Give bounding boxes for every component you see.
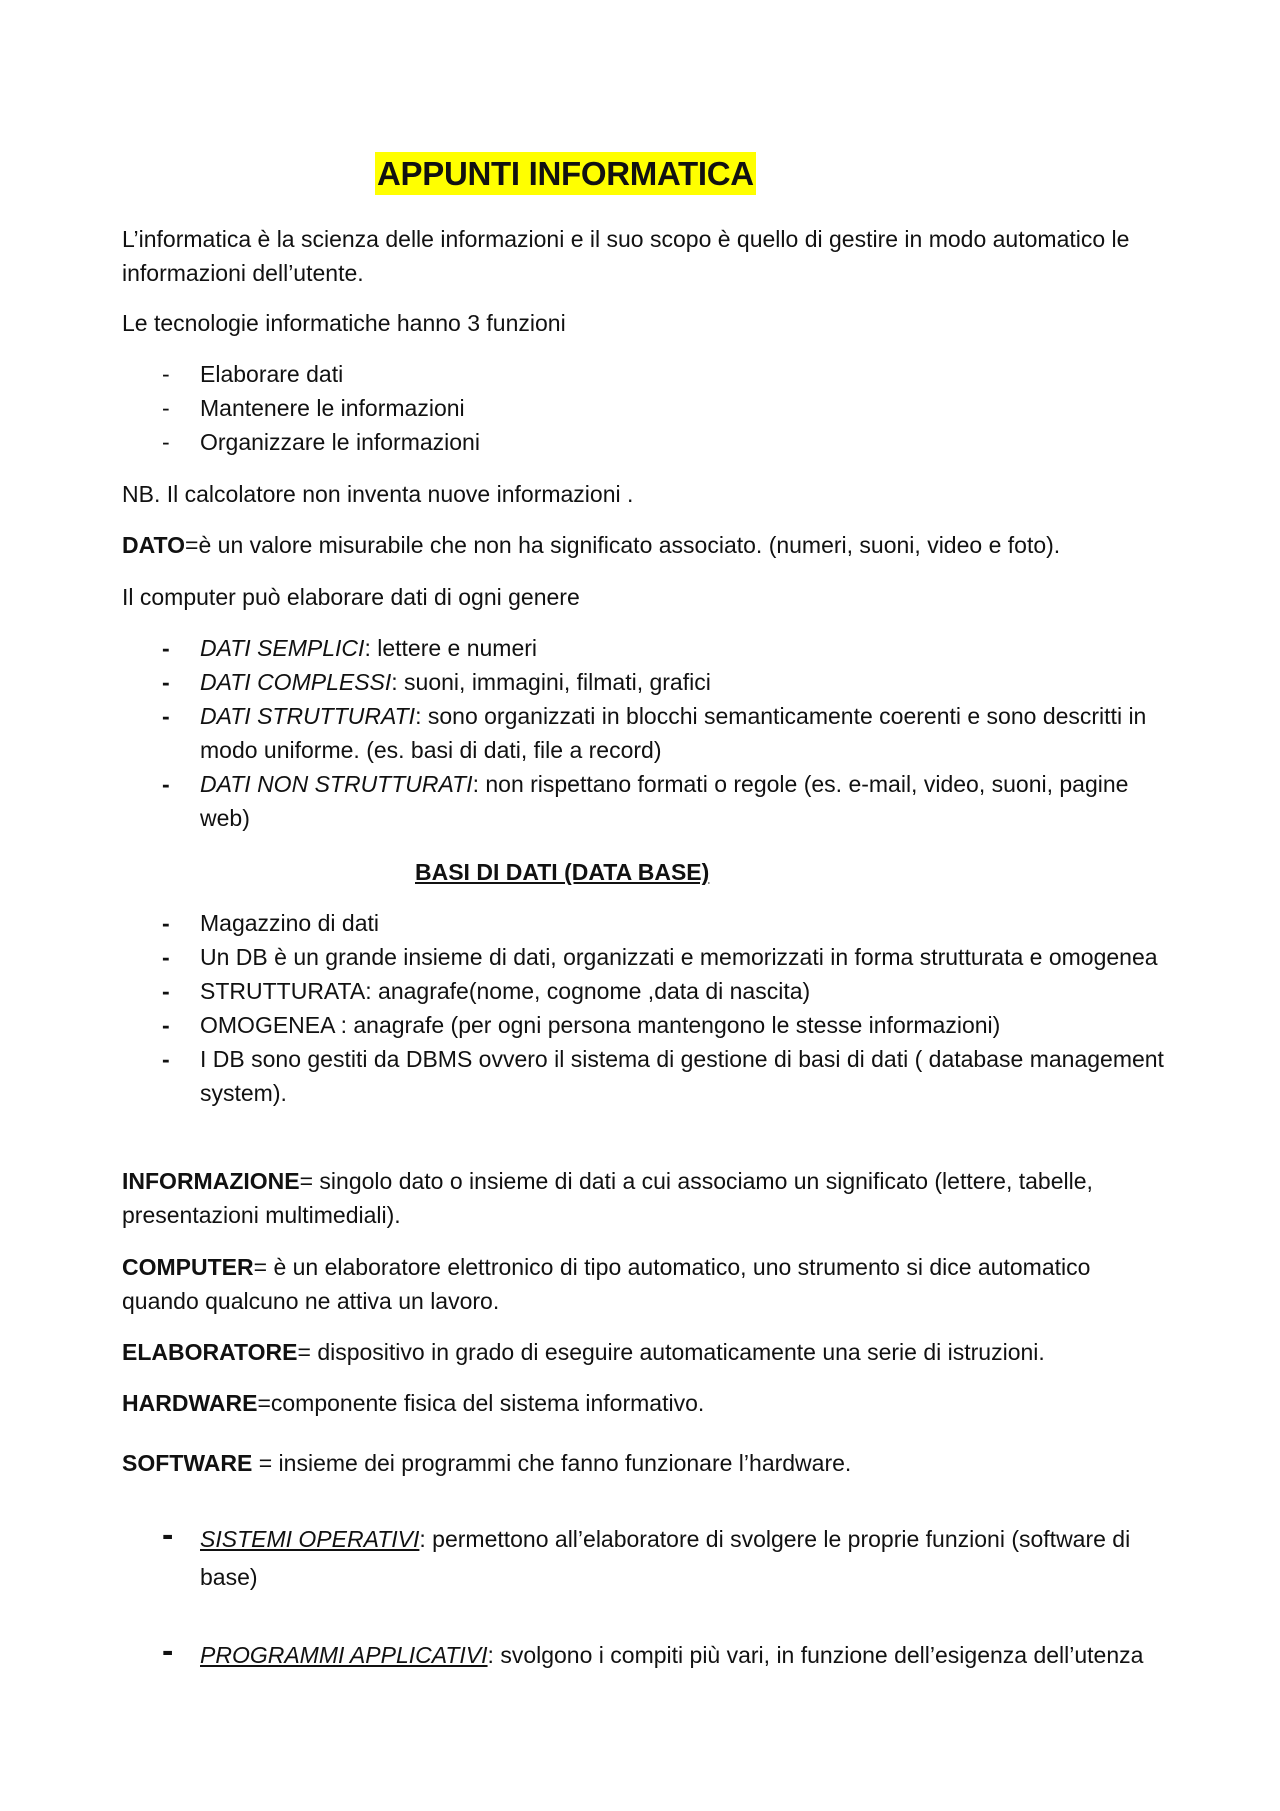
dash-bullet: -	[162, 910, 170, 936]
list-item	[122, 699, 1172, 767]
db-heading: BASI DI DATI (DATA BASE)	[415, 859, 710, 885]
list-item	[122, 665, 1172, 699]
dash-bullet: -	[162, 1046, 170, 1072]
definition-text: = singolo dato o insieme di dati a cui associamo un significato (lettere, tabelle, presentazioni multimediali).	[122, 1168, 1093, 1228]
list-item	[122, 357, 1172, 391]
list-item	[122, 940, 1172, 974]
software-definition	[122, 1446, 1172, 1480]
dash-bullet: -	[162, 361, 170, 387]
dash-bullet: -	[162, 703, 170, 729]
definition-term: HARDWARE	[122, 1390, 258, 1416]
page-title: APPUNTI INFORMATICA	[375, 152, 756, 195]
db-list	[122, 906, 1172, 1110]
list-item	[122, 391, 1172, 425]
software-type-def: : svolgono i compiti più vari, in funzione dell’esigenza dell’utenza	[487, 1642, 1144, 1668]
data-type-def: : sono organizzati in blocchi semanticamente coerenti e sono descritti in modo uniforme. (es. basi di dati, file a record)	[200, 703, 1147, 763]
page-title-wrapper	[375, 156, 756, 192]
dato-definition	[122, 528, 1172, 562]
list-item	[122, 767, 1172, 835]
list-item-text: Magazzino di dati	[200, 910, 379, 936]
definition-term: SOFTWARE	[122, 1450, 253, 1476]
informazione-definition	[122, 1164, 1172, 1232]
intro-paragraph: L’informatica è la scienza delle informazioni e il suo scopo è quello di gestire in modo automatico le informazioni dell’utente.	[122, 226, 1130, 286]
hardware-definition	[122, 1386, 1172, 1420]
dash-bullet: -	[162, 669, 170, 695]
list-item-text: STRUTTURATA: anagrafe(nome, cognome ,data di nascita)	[200, 978, 811, 1004]
list-item	[122, 425, 1172, 459]
dash-bullet: -	[162, 1012, 170, 1038]
list-item-text: Organizzare le informazioni	[200, 429, 480, 455]
software-types-list	[122, 1516, 1172, 1674]
dash-bullet: -	[162, 395, 170, 421]
list-item	[122, 1632, 1172, 1674]
list-item	[122, 1516, 1172, 1596]
dash-bullet: -	[162, 978, 170, 1004]
data-type-term: DATI SEMPLICI	[200, 635, 365, 661]
data-type-term: DATI STRUTTURATI	[200, 703, 416, 729]
dash-bullet: -	[162, 771, 170, 797]
definition-text: = è un elaboratore elettronico di tipo automatico, uno strumento si dice automatico quando qualcuno ne attiva un lavoro.	[122, 1254, 1091, 1314]
functions-heading: Le tecnologie informatiche hanno 3 funzioni	[122, 310, 566, 336]
list-item	[122, 631, 1172, 665]
definition-text: =è un valore misurabile che non ha significato associato. (numeri, suoni, video e foto).	[185, 532, 1061, 558]
data-type-term: DATI COMPLESSI	[200, 669, 392, 695]
definition-text: = insieme dei programmi che fanno funzionare l’hardware.	[252, 1450, 852, 1476]
definition-text: =componente fisica del sistema informativo.	[257, 1390, 705, 1416]
list-item	[122, 974, 1172, 1008]
dash-bullet: -	[162, 1516, 174, 1554]
definition-term: ELABORATORE	[122, 1339, 298, 1365]
data-type-def: : non rispettano formati o regole (es. e-mail, video, suoni, pagine web)	[200, 771, 1129, 831]
computer-types-heading: Il computer può elaborare dati di ogni genere	[122, 584, 580, 610]
definition-text: = dispositivo in grado di eseguire automaticamente una serie di istruzioni.	[297, 1339, 1045, 1365]
definition-term: DATO	[122, 532, 186, 558]
nb-paragraph: NB. Il calcolatore non inventa nuove informazioni .	[122, 481, 634, 507]
data-type-def: : lettere e numeri	[364, 635, 538, 661]
list-item-text: Un DB è un grande insieme di dati, organizzati e memorizzati in forma strutturata e omogenea	[200, 944, 1158, 970]
software-type-term: SISTEMI OPERATIVI	[200, 1526, 420, 1552]
data-type-def: : suoni, immagini, filmati, grafici	[391, 669, 711, 695]
list-item-text: Elaborare dati	[200, 361, 344, 387]
data-type-term: DATI NON STRUTTURATI	[200, 771, 473, 797]
list-item	[122, 906, 1172, 940]
definition-term: INFORMAZIONE	[122, 1168, 300, 1194]
list-item-text: OMOGENEA : anagrafe (per ogni persona mantengono le stesse informazioni)	[200, 1012, 1001, 1038]
definition-term: COMPUTER	[122, 1254, 254, 1280]
list-item	[122, 1008, 1172, 1042]
dash-bullet: -	[162, 1632, 174, 1670]
data-types-list	[122, 631, 1172, 835]
software-type-term: PROGRAMMI APPLICATIVI	[200, 1642, 488, 1668]
list-item-text: I DB sono gestiti da DBMS ovvero il sistema di gestione di basi di dati ( database management system).	[200, 1046, 1164, 1106]
list-item	[122, 1042, 1172, 1110]
dash-bullet: -	[162, 429, 170, 455]
dash-bullet: -	[162, 635, 170, 661]
dash-bullet: -	[162, 944, 170, 970]
list-item-text: Mantenere le informazioni	[200, 395, 465, 421]
elaboratore-definition	[122, 1335, 1172, 1369]
software-type-def: : permettono all’elaboratore di svolgere le proprie funzioni (software di base)	[200, 1526, 1131, 1590]
computer-definition	[122, 1250, 1172, 1318]
functions-list	[122, 357, 1172, 459]
